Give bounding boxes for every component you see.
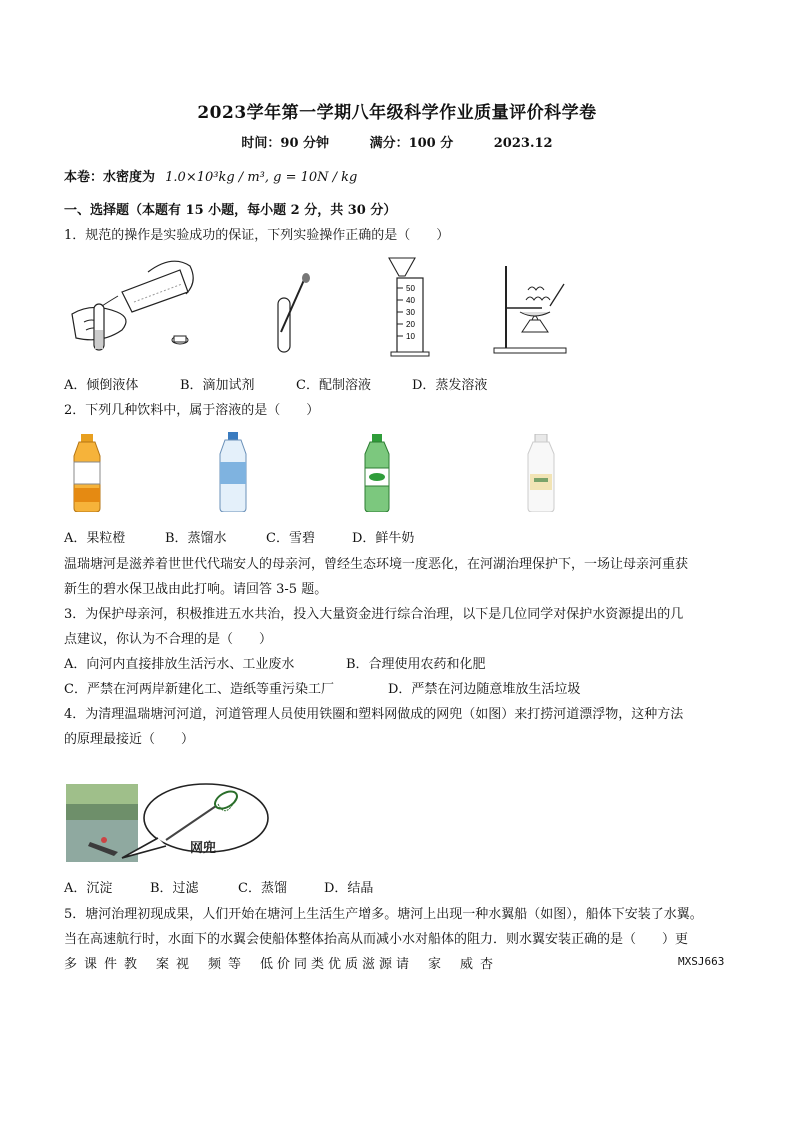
footer-char: 请: [396, 957, 410, 972]
q2-option-a[interactable]: A．果粒橙: [64, 531, 126, 546]
footer-char: 案: [156, 957, 170, 972]
q1-option-a[interactable]: A．倾倒液体: [64, 378, 139, 393]
sprite-bottle-icon: [362, 434, 392, 512]
page-title: 2023学年第一学期八年级科学作业质量评价科学卷: [197, 103, 597, 123]
passage-line-1: 温瑞塘河是滋养着世世代代瑞安人的母亲河，曾经生态环境一度恶化，在河湖治理保护下，一场让母亲河重获: [64, 557, 689, 572]
exam-time: 时间：90 分钟: [241, 136, 330, 151]
q1-options: [64, 374, 487, 393]
cylinder-tick-10: 10: [406, 332, 415, 341]
q3-option-c[interactable]: C．严禁在河两岸新建化工、造纸等重污染工厂: [64, 682, 334, 697]
q4-option-c[interactable]: C．蒸馏: [238, 881, 287, 896]
q5-stem-line-1: 5．塘河治理初现成果，人们开始在塘河上生活生产增多。塘河上出现一种水翼船（如图），船体下安装了水翼。: [64, 907, 703, 922]
q4-option-d[interactable]: D．结晶: [324, 881, 374, 896]
q4-option-a[interactable]: A．沉淀: [64, 881, 113, 896]
graduated-cylinder-figure: [385, 254, 435, 358]
q4-stem-line-2: 的原理最接近（ ）: [64, 732, 195, 747]
section-heading: 一、选择题（本题有 15 小题，每小题 2 分，共 30 分）: [64, 203, 397, 218]
q4-options: [64, 877, 373, 896]
footer-char: 家: [428, 957, 442, 972]
exam-date: 2023.12: [493, 136, 553, 151]
footer-char: 价: [277, 957, 291, 972]
footer-char: 频: [208, 957, 222, 972]
density-note: [64, 166, 357, 185]
footer-char: 质: [345, 957, 359, 972]
q2-option-c[interactable]: C．雪碧: [266, 531, 315, 546]
q3-stem-line-1: 3．为保护母亲河，积极推进五水共治，投入大量资金进行综合治理，以下是几位同学对保护水资源提出的几: [64, 607, 684, 622]
q1-option-c[interactable]: C．配制溶液: [296, 378, 371, 393]
q3-options-row-2: [64, 678, 580, 697]
exam-info: [0, 132, 794, 151]
evaporation-figure: [492, 262, 574, 356]
cylinder-tick-40: 40: [406, 296, 415, 305]
pouring-liquid-figure: [62, 252, 202, 356]
footer-char: 多: [64, 957, 78, 972]
footer-char: 件: [104, 957, 118, 972]
exam-score: 满分：100 分: [369, 136, 454, 151]
orange-juice-bottle-icon: [70, 434, 104, 512]
q1-option-d[interactable]: D．蒸发溶液: [412, 378, 488, 393]
net-label: 网兜: [190, 840, 217, 855]
q2-option-b[interactable]: B．蒸馏水: [165, 531, 227, 546]
note-formula: 1.0×10³kg / m³, g = 10N / kg: [165, 170, 358, 185]
cylinder-tick-30: 30: [406, 308, 415, 317]
footer-char: 教: [124, 957, 138, 972]
footer-char: 类: [311, 957, 325, 972]
footer-char: 滋: [362, 957, 376, 972]
footer-char: 优: [328, 957, 342, 972]
q3-option-a[interactable]: A．向河内直接排放生活污水、工业废水: [64, 657, 295, 672]
q4-option-b[interactable]: B．过滤: [150, 881, 199, 896]
footer-char: 课: [84, 957, 98, 972]
q3-stem-line-2: 点建议，你认为不合理的是（ ）: [64, 632, 273, 647]
footer-char: 视: [176, 957, 190, 972]
cylinder-tick-20: 20: [406, 320, 415, 329]
milk-bottle-icon: [524, 434, 558, 512]
footer-char: 低: [260, 957, 274, 972]
footer-char: 同: [294, 957, 308, 972]
note-label: 本卷：水密度为: [64, 170, 156, 185]
q2-option-d[interactable]: D．鲜牛奶: [352, 531, 415, 546]
footer-char: 等: [228, 957, 242, 972]
q3-option-d[interactable]: D．严禁在河边随意堆放生活垃圾: [388, 682, 581, 697]
dropping-reagent-figure: [268, 272, 318, 356]
footer-code: MXSJ663: [678, 955, 725, 968]
footer-char: 杏: [480, 957, 494, 972]
river-net-figure: [66, 780, 276, 864]
footer-char: 威: [460, 957, 474, 972]
q2-options: [64, 527, 414, 546]
passage-line-2: 新生的碧水保卫战由此打响。请回答 3-5 题。: [64, 582, 328, 597]
q1-stem: 1．规范的操作是实验成功的保证，下列实验操作正确的是（ ）: [64, 228, 450, 243]
q4-stem-line-1: 4．为清理温瑞塘河河道，河道管理人员使用铁圈和塑料网做成的网兜（如图）来打捞河道漂浮物，这种方法: [64, 707, 684, 722]
q1-option-b[interactable]: B．滴加试剂: [180, 378, 255, 393]
q5-stem-line-2: 当在高速航行时，水面下的水翼会使船体整体抬高从而减小水对船体的阻力．则水翼安装正确的是（ ）更: [64, 932, 689, 947]
distilled-water-bottle-icon: [216, 432, 250, 512]
cylinder-tick-50: 50: [406, 284, 415, 293]
footer-char: 源: [379, 957, 393, 972]
q3-option-b[interactable]: B．合理使用农药和化肥: [346, 657, 486, 672]
footer-watermark-line: [64, 953, 500, 972]
q3-options-row-1: [64, 653, 486, 672]
q2-stem: 2．下列几种饮料中，属于溶液的是（ ）: [64, 403, 320, 418]
